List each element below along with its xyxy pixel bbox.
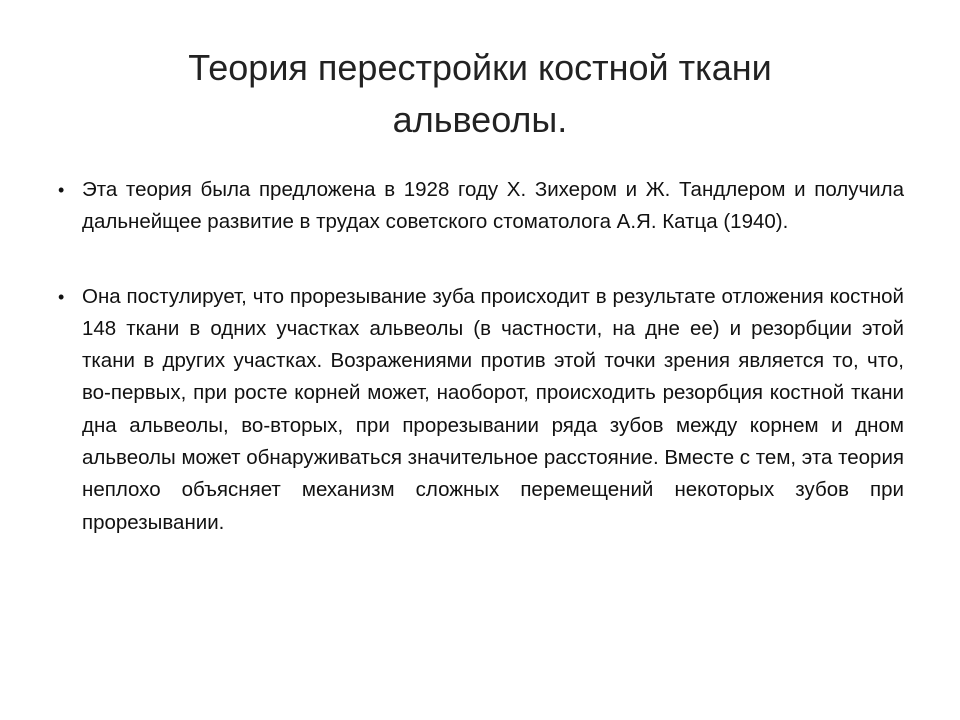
bullet-marker: • — [58, 286, 65, 307]
bullet-list — [56, 174, 904, 539]
slide-title: Теория перестройки костной ткани альвеолы. — [188, 47, 772, 140]
bullet-item — [56, 281, 904, 539]
bullet-text: Эта теория была предложена в 1928 году Х. Зихером и Ж. Тандлером и получила дальнейщее развитие в трудах советского стоматолога А.Я. Катца (1940). — [82, 178, 904, 234]
bullet-text: Она постулирует, что прорезывание зуба происходит в результате отложения костной 148 ткани в одних участках альвеолы (в частности, на дне ее) и резорбции этой ткани в других участках. Возражениями против этой точки зрения является то, что, во-первых, при росте корней может, наоборот, происходить резорбция костной ткани дна альвеолы, во-вторых, при прорезывании ряда зубов между корнем и дном альвеолы может обнаруживаться значительное расстояние. Вместе с тем, эта теория неплохо объясняет механизм сложных перемещений некоторых зубов при прорезывании. — [82, 284, 904, 534]
bullet-marker: • — [58, 180, 65, 200]
bullet-item — [56, 174, 904, 239]
